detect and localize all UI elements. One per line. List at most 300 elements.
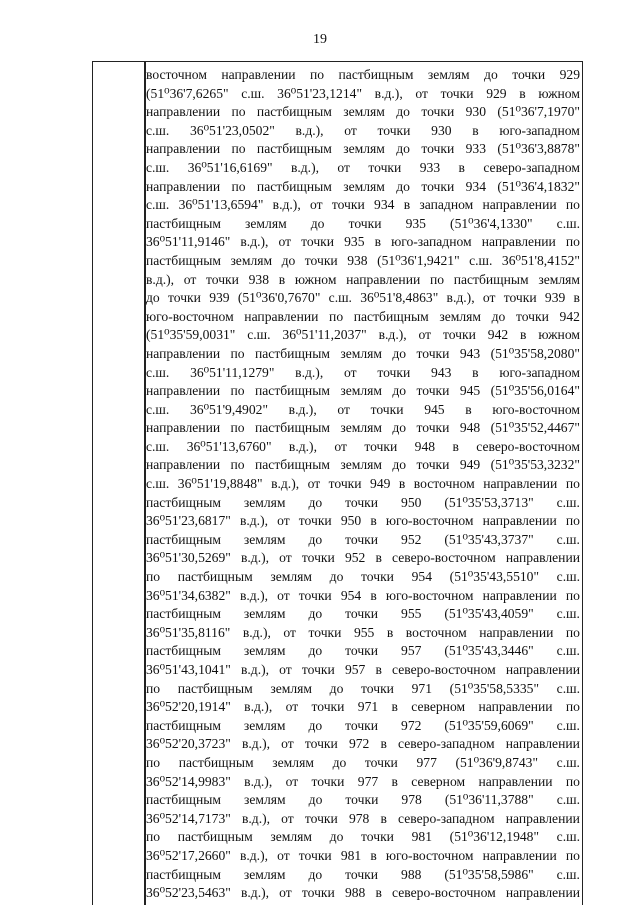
text-word: в xyxy=(520,327,527,343)
text-word: до xyxy=(332,754,347,770)
text-word: землям xyxy=(243,643,286,659)
text-word: пастбищным xyxy=(146,792,221,808)
text-word: с.ш. xyxy=(556,215,580,231)
text-word: пастбищным xyxy=(177,829,253,845)
text-word: (51⁰35'58,5335" xyxy=(449,680,540,696)
text-word: 939 xyxy=(544,290,566,306)
text-word: до xyxy=(146,290,160,306)
text-word: по xyxy=(565,476,580,492)
text-word: в xyxy=(458,159,465,175)
text-line xyxy=(146,456,580,475)
text-word: с.ш. xyxy=(556,569,580,585)
text-word: направлении xyxy=(505,662,580,677)
text-word: в.д.), xyxy=(240,550,270,566)
text-word: от xyxy=(279,550,292,566)
text-word: до xyxy=(308,494,323,510)
text-word: с.ш. xyxy=(146,438,170,454)
text-line xyxy=(146,140,580,159)
text-word: в.д.), xyxy=(295,364,324,380)
text-word: землям xyxy=(343,178,385,194)
text-word: от xyxy=(279,885,292,901)
text-word: 929 xyxy=(486,85,507,101)
text-word: северном xyxy=(411,699,466,715)
text-word: пастбищным xyxy=(256,178,332,194)
text-word: направлении xyxy=(505,885,580,901)
text-word: в xyxy=(465,401,472,417)
text-word: 945 xyxy=(424,401,445,417)
text-word: в xyxy=(370,587,377,603)
text-word: до xyxy=(329,829,344,845)
text-line xyxy=(146,549,580,568)
text-word: землям xyxy=(439,308,481,324)
text-word: направлении xyxy=(482,587,557,603)
text-word: точки xyxy=(298,513,332,529)
text-word: точки xyxy=(442,327,476,343)
text-word: точки xyxy=(416,345,450,361)
text-word: (51⁰35'58,2080" xyxy=(490,345,580,361)
text-word: южном xyxy=(294,271,337,287)
text-word: северо-восточном xyxy=(392,550,496,566)
text-word: в.д.), xyxy=(146,271,175,287)
text-word: направлении xyxy=(146,345,221,361)
text-word: точки xyxy=(421,104,455,120)
text-word: точки xyxy=(377,364,411,380)
text-word: юго-восточном xyxy=(385,587,474,603)
text-word: (51⁰35'52,4467" xyxy=(490,420,580,436)
text-word: до xyxy=(308,792,323,808)
text-word: точки xyxy=(301,885,335,901)
text-line xyxy=(146,847,580,866)
text-word: пастбищным xyxy=(177,680,253,696)
text-word: по xyxy=(230,420,245,436)
text-word: от xyxy=(343,364,357,380)
text-line xyxy=(146,791,580,810)
text-word: (51⁰36'4,1832" xyxy=(497,178,580,194)
text-line xyxy=(146,271,580,290)
text-word: 36⁰51'23,0502" xyxy=(190,122,275,138)
text-word: с.ш. xyxy=(556,754,580,770)
text-word: пастбищным xyxy=(146,215,221,231)
text-word: точки xyxy=(361,680,394,696)
text-word: точки xyxy=(361,569,394,585)
text-word: 36⁰51'35,8116" xyxy=(146,624,231,640)
text-word: направлении xyxy=(481,234,556,250)
text-word: 988 xyxy=(401,866,422,882)
text-line xyxy=(146,215,580,234)
text-word: (51⁰36'7,6265" xyxy=(146,85,229,101)
text-word: в xyxy=(573,290,580,306)
text-word: 935 xyxy=(344,234,365,250)
text-word: с.ш. xyxy=(556,606,580,622)
text-word: точки xyxy=(304,252,338,268)
text-word: 36⁰52'20,1914" xyxy=(146,699,231,715)
text-word: от xyxy=(482,290,496,306)
text-word: точки xyxy=(301,234,335,250)
text-line xyxy=(146,252,580,271)
text-word: 952 xyxy=(401,531,422,547)
text-word: точки xyxy=(416,457,450,473)
text-word: 943 xyxy=(431,364,452,380)
text-line xyxy=(146,326,580,345)
text-word: от xyxy=(281,736,294,752)
text-word: направлении xyxy=(479,624,554,640)
text-line xyxy=(146,233,580,252)
text-word: в xyxy=(472,364,479,380)
text-word: до xyxy=(392,345,407,361)
text-word: 36⁰52'20,3723" xyxy=(146,736,231,752)
text-word: точки xyxy=(348,215,382,231)
text-word: в.д.), xyxy=(240,234,269,250)
text-word: землям xyxy=(243,717,286,733)
text-word: 935 xyxy=(405,215,426,231)
text-word: от xyxy=(334,438,347,454)
text-word: в.д.), xyxy=(240,662,270,677)
text-word: по xyxy=(230,457,245,473)
text-word: направлении xyxy=(146,104,221,120)
text-word: в xyxy=(374,234,381,250)
text-word: до xyxy=(396,104,410,120)
text-word: пастбищным xyxy=(146,531,221,547)
text-word: по xyxy=(230,383,245,399)
text-word: направлении xyxy=(478,773,553,789)
text-word: 945 xyxy=(459,383,481,399)
text-word: с.ш. xyxy=(146,476,170,492)
text-word: землям xyxy=(270,829,312,845)
text-line xyxy=(146,66,580,85)
text-word: 36⁰52'23,5463" xyxy=(146,885,231,901)
text-line xyxy=(146,661,580,680)
text-word: пастбищным xyxy=(338,67,414,82)
text-word: 955 xyxy=(353,624,375,640)
text-line xyxy=(146,642,580,661)
text-line xyxy=(146,884,580,903)
text-word: в xyxy=(375,550,382,566)
text-word: землям xyxy=(340,383,382,399)
text-word: направлении xyxy=(346,271,421,287)
text-word: 36⁰51'8,4152" xyxy=(501,252,580,268)
text-word: по xyxy=(565,773,580,789)
text-word: направлении xyxy=(482,197,557,213)
text-word: восточном xyxy=(413,476,475,492)
text-word: направлении xyxy=(146,178,221,194)
text-word: (51⁰35'58,5986" xyxy=(444,866,534,882)
text-word: 952 xyxy=(344,550,366,566)
text-word: от xyxy=(337,159,350,175)
text-line xyxy=(146,866,580,885)
text-line xyxy=(146,624,580,643)
text-word: землям xyxy=(538,271,580,287)
text-word: юго-западном xyxy=(499,122,580,138)
text-word: направлении xyxy=(505,736,580,752)
text-word: точки xyxy=(515,308,549,324)
text-word: 930 xyxy=(465,104,487,120)
text-line xyxy=(146,196,580,215)
text-word: 36⁰52'14,9983" xyxy=(146,773,231,789)
text-word: 933 xyxy=(419,159,441,175)
text-word: пастбищным xyxy=(146,606,221,622)
text-word: юго-западном xyxy=(391,234,472,250)
text-word: (51⁰36'11,3788" xyxy=(444,792,534,808)
text-line xyxy=(146,419,580,438)
text-word: до xyxy=(484,67,498,82)
text-word: 938 xyxy=(347,252,368,268)
text-word: в xyxy=(380,810,387,826)
text-word: до xyxy=(308,606,323,622)
text-word: от xyxy=(285,699,299,715)
text-word: от xyxy=(281,810,294,826)
text-word: по xyxy=(231,141,246,157)
text-word: направлении xyxy=(146,420,221,436)
text-word: 955 xyxy=(401,606,422,622)
text-word: 938 xyxy=(248,271,270,287)
text-word: с.ш. xyxy=(146,197,170,213)
text-word: восточном xyxy=(405,624,467,640)
text-line xyxy=(146,680,580,699)
text-word: от xyxy=(307,476,321,492)
text-word: от xyxy=(285,773,299,789)
text-word: 971 xyxy=(411,680,433,696)
text-word: до xyxy=(392,457,407,473)
text-word: в xyxy=(370,847,377,863)
text-line xyxy=(146,438,580,457)
text-line xyxy=(146,828,580,847)
text-word: направлении xyxy=(478,699,553,715)
text-word: точки xyxy=(421,141,455,157)
text-word: 978 xyxy=(401,792,422,808)
text-word: 36⁰51'23,6817" xyxy=(146,513,231,529)
text-word: до xyxy=(308,717,323,733)
text-word: 972 xyxy=(348,736,370,752)
text-word: в xyxy=(380,736,387,752)
text-word: в.д.), xyxy=(244,773,273,789)
text-line xyxy=(146,382,580,401)
text-word: (51⁰35'59,6069" xyxy=(444,717,534,733)
text-word: 36⁰51'13,6594" xyxy=(178,197,264,213)
text-word: по xyxy=(565,513,580,529)
text-word: юго-восточном xyxy=(146,308,234,324)
text-word: (51⁰36'0,7670" xyxy=(237,290,321,306)
text-word: 933 xyxy=(465,141,487,157)
text-word: направлении xyxy=(482,513,557,529)
text-word: точки xyxy=(328,476,362,492)
text-line xyxy=(146,698,580,717)
text-word: в xyxy=(403,197,411,213)
text-word: с.ш. xyxy=(469,252,493,268)
text-word: направлении xyxy=(505,810,580,826)
text-word: от xyxy=(277,513,290,529)
text-word: 36⁰52'17,2660" xyxy=(146,847,231,863)
text-word: 36⁰51'13,6760" xyxy=(186,438,272,454)
text-word: с.ш. xyxy=(556,866,580,882)
text-word: в xyxy=(370,513,377,529)
text-word: точки xyxy=(345,606,379,622)
text-line xyxy=(146,587,580,606)
text-word: с.ш. xyxy=(556,829,580,845)
text-word: точки xyxy=(311,699,345,715)
text-word: северо-западном xyxy=(398,736,495,752)
text-word: с.ш. xyxy=(247,327,271,343)
page-number: 19 xyxy=(313,32,327,47)
text-word: землям xyxy=(340,457,382,473)
text-word: направлении xyxy=(146,457,221,473)
text-word: от xyxy=(415,85,428,101)
text-word: 36⁰52'14,7173" xyxy=(146,810,231,826)
text-word: направлении xyxy=(146,141,221,157)
text-word: западном xyxy=(419,197,474,213)
text-word: в.д.), xyxy=(288,438,317,454)
text-line xyxy=(146,512,580,531)
text-word: с.ш. xyxy=(556,531,580,547)
text-word: по xyxy=(231,178,246,194)
text-word: с.ш. xyxy=(146,401,170,417)
text-word: (51⁰36'9,8743" xyxy=(455,754,539,770)
text-word: точки xyxy=(345,717,379,733)
text-word: по xyxy=(146,680,161,696)
text-word: южном xyxy=(538,85,580,101)
text-word: от xyxy=(418,327,432,343)
text-word: по xyxy=(565,234,580,250)
text-word: в.д.), xyxy=(271,476,300,492)
text-line xyxy=(146,401,580,420)
text-word: в xyxy=(452,438,459,454)
text-word: 934 xyxy=(374,197,395,213)
text-word: землям xyxy=(245,215,287,231)
text-word: юго-восточном xyxy=(385,847,474,863)
text-word: от xyxy=(183,271,197,287)
text-word: точки xyxy=(167,290,201,306)
text-word: 934 xyxy=(465,178,487,194)
text-word: 950 xyxy=(401,494,422,510)
text-word: пастбищным xyxy=(256,104,332,120)
text-line xyxy=(146,345,580,364)
text-word: в.д.), xyxy=(241,736,271,752)
text-word: от xyxy=(337,401,350,417)
text-word: по xyxy=(329,308,344,324)
text-word: пастбищным xyxy=(254,383,330,399)
text-word: от xyxy=(278,234,292,250)
text-word: пастбищным xyxy=(254,457,330,473)
text-word: землям xyxy=(272,754,314,770)
text-word: точки xyxy=(301,662,335,677)
text-line xyxy=(146,717,580,736)
text-word: юго-западном xyxy=(499,364,580,380)
text-word: (51⁰36'1,9421" xyxy=(377,252,460,268)
text-word: до xyxy=(308,531,323,547)
text-word: 36⁰51'11,9146" xyxy=(146,234,231,250)
text-word: 36⁰51'8,4863" xyxy=(360,290,439,306)
text-word: 36⁰51'30,5269" xyxy=(146,550,231,566)
text-word: северо-восточном xyxy=(476,438,580,454)
text-word: землям xyxy=(243,494,286,510)
text-line xyxy=(146,568,580,587)
text-word: землям xyxy=(343,141,385,157)
text-word: от xyxy=(344,122,357,138)
text-word: 36⁰51'9,4902" xyxy=(189,401,268,417)
text-word: 949 xyxy=(370,476,391,492)
text-line xyxy=(146,122,580,141)
text-word: по xyxy=(565,847,580,863)
text-word: точки xyxy=(345,792,379,808)
text-word: 957 xyxy=(401,643,422,659)
text-word: точки xyxy=(331,197,365,213)
text-word: 36⁰51'34,6382" xyxy=(146,587,231,603)
text-word: с.ш. xyxy=(328,290,352,306)
text-line xyxy=(146,494,580,513)
text-word: 978 xyxy=(348,810,370,826)
text-line xyxy=(146,159,580,178)
text-word: от xyxy=(279,662,292,677)
text-word: 929 xyxy=(559,67,580,82)
text-word: точки xyxy=(440,85,474,101)
text-word: 977 xyxy=(357,773,379,789)
text-word: южном xyxy=(538,327,580,343)
text-word: (51⁰35'43,4059" xyxy=(444,606,534,622)
text-word: пастбищным xyxy=(178,754,254,770)
text-word: пастбищным xyxy=(353,308,429,324)
text-word: (51⁰35'53,3713" xyxy=(444,494,534,510)
text-word: 36⁰51'19,8848" xyxy=(177,476,263,492)
text-word: в xyxy=(278,271,286,287)
text-word: (51⁰35'56,0164" xyxy=(490,383,580,399)
text-word: до xyxy=(392,420,407,436)
text-word: до xyxy=(392,383,407,399)
text-word: землям xyxy=(340,420,382,436)
text-word: направлении xyxy=(221,67,296,82)
text-word: с.ш. xyxy=(556,643,580,659)
text-word: от xyxy=(277,847,290,863)
text-line xyxy=(146,103,580,122)
text-word: 36⁰51'43,1041" xyxy=(146,662,231,677)
text-line xyxy=(146,85,580,104)
text-line xyxy=(146,605,580,624)
text-word: в xyxy=(398,476,406,492)
text-word: 988 xyxy=(344,885,366,901)
text-word: точки xyxy=(206,271,239,287)
text-word: (51⁰36'3,8878" xyxy=(497,141,580,157)
text-word: (51⁰35'43,3737" xyxy=(444,531,534,547)
text-word: направлении xyxy=(146,383,221,399)
text-word: точки xyxy=(345,643,379,659)
text-word: 930 xyxy=(431,122,452,138)
text-word: по xyxy=(231,104,246,120)
text-word: с.ш. xyxy=(556,717,580,733)
text-word: северо-восточном xyxy=(392,885,496,901)
text-line xyxy=(146,810,580,829)
text-word: пастбищным xyxy=(177,569,253,585)
text-word: до xyxy=(308,866,323,882)
text-word: по xyxy=(565,624,580,640)
text-line xyxy=(146,773,580,792)
text-word: 954 xyxy=(411,569,433,585)
text-word: в.д.), xyxy=(239,587,268,603)
text-line xyxy=(146,735,580,754)
text-word: пастбищным xyxy=(254,345,330,361)
text-word: 971 xyxy=(357,699,379,715)
text-word: до xyxy=(396,141,410,157)
text-word: точки xyxy=(304,810,338,826)
text-word: точки xyxy=(364,438,398,454)
text-word: в xyxy=(386,624,394,640)
text-word: в xyxy=(391,699,398,715)
text-word: (51⁰35'43,3446" xyxy=(444,643,534,659)
text-word: (51⁰35'53,3232" xyxy=(490,457,580,473)
text-word: 949 xyxy=(459,457,481,473)
text-word: точки xyxy=(345,866,379,882)
text-word: от xyxy=(277,587,290,603)
text-line xyxy=(146,531,580,550)
text-word: землям xyxy=(243,866,286,882)
text-line xyxy=(146,178,580,197)
